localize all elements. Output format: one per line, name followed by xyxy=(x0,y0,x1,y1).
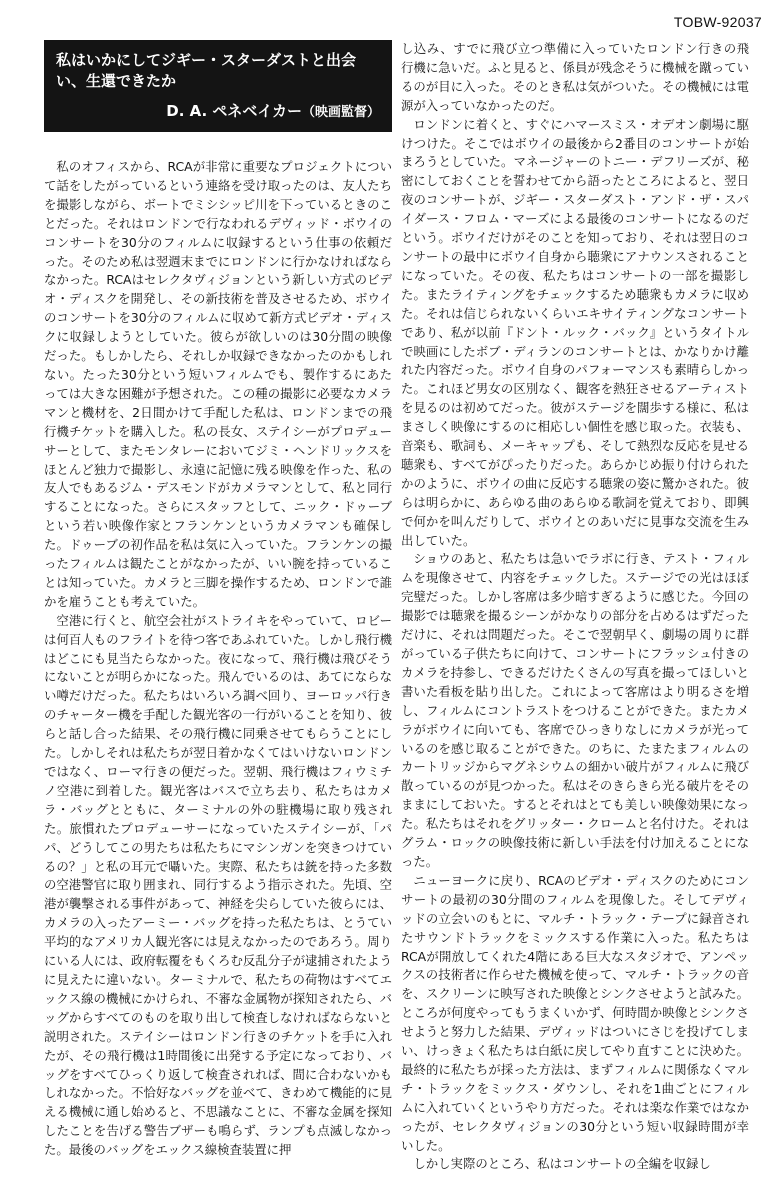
author-name: D. A. ペネベイカー xyxy=(166,102,302,120)
paragraph: 空港に行くと、航空会社がストライキをやっていて、ロビーは何百人ものフライトを待つ客であふれていた。しかし飛行機はどこにも見当たらなかった。夜になって、飛行機は飛びそうにないことが明らかになった。飛んでいるのは、あてにならない噂だけだった。私たちはいろいろ調べ回り、ヨーロッパ行きのチャーター機を手配した観光客の一行がいることを知り、彼らと話し合った結果、その飛行機に同乗させてもらうことにした。しかしそれは私たちが翌日着かなくてはいけないロンドンではなく、ローマ行きの便だった。翌朝、飛行機はフィウミチノ空港に到着した。観光客はバスで立ち去り、私たちはカメラ・バッグとともに、ターミナルの外の駐機場に取り残された。旅慣れたプロデューサーになっていたステイシーが、「パパ、どうしてこの男たちは私たちにマシンガンを突きつけているの？」と私の耳元で囁いた。実際、私たちは銃を持った多数の空港警官に取り囲まれ、同行するよう指示された。先頃、空港が襲撃される事件があって、神経を尖らしていた彼らには、カメラの入ったアーミー・バッグを持った私たちは、とうてい平均的なアメリカ人観光客には見えなかったのであろう。周りにいる人には、政府転覆をもくろむ反乱分子が逮捕されたように見えたに違いない。ターミナルで、私たちの荷物はすべてエックス線の機械にかけられ、不審な金属物が探知されたら、バッグからすべてのものを取り出して検査しなければならないと説明された。ステイシーはロンドン行きのチケットを手に入れたが、その飛行機は1時間後に出発する予定になっており、バッグをすべてひっくり返して検査されれば、間に合わないかもしれなかった。不恰好なバッグを並べて、きわめて機能的に見える機械に通し始めると、不思議なことに、不審な金属を探知したことを告げる警告ブザーも鳴らず、ランプも点滅しなかった。最後のバッグをエックス線検査装置に押 xyxy=(44,612,392,1158)
author-line xyxy=(56,100,380,124)
paragraph-continued: し込み、すでに飛び立つ準備に入っていたロンドン行きの飛行機に急いだ。ふと見ると、係員が残念そうに機械を蹴っているのが目に入った。そのとき私は気がついた。その機械には電源が入っていなかったのだ。 xyxy=(401,41,749,113)
title-box xyxy=(44,40,392,132)
paragraph: ショウのあと、私たちは急いでラボに行き、テスト・フィルムを現像させて、内容をチェックした。ステージでの光はほぼ完璧だった。しかし客席は多少暗すぎるように感じた。今回の撮影では聴衆を撮るシーンがかなりの部分を占めるはずだっただけに、それは問題だった。そこで翌朝早く、劇場の周りに群がっている子供たちに向けて、コンサートにフラッシュ付きのカメラを持参し、できるだけたくさんの写真を撮ってほしいと書いた看板を貼り出した。これによって客席はより明るさを増し、フィルムにコントラストをつけることができた。またカメラがボウイに向いても、客席でひっきりなしにカメラが光っているのを感じ取ることができた。のちに、たまたまフィルムのカートリッジからマグネシウムの細かい破片がフィルムに飛び散っているのが見つかった。私はそのきらきら光る破片をそのままにしておいた。するとそれはとても美しい映像効果になった。私たちはそれをグリッター・クロームと名付けた。それはグラム・ロックの映像技術に新しい手法を付け加えることになった。 xyxy=(401,551,749,869)
article-title: 私はいかにしてジギー・スターダストと出会い、生還できたか xyxy=(56,51,357,90)
author-role: （映画監督） xyxy=(301,105,380,120)
right-column xyxy=(401,40,749,1174)
paragraph: 私のオフィスから、RCAが非常に重要なプロジェクトについて話をしたがっているという連絡を受け取ったのは、友人たちを撮影しながら、ボートでミシシッピ川を下っているときのことだった。それはロンドンで行なわれるデヴィッド・ボウイのコンサートを30分のフィルムに収録するという仕事の依頼だった。そのため私は翌週末までにロンドンに行かなければならなかった。RCAはセレクタヴィジョンという新しい方式のビデオ・ディスクを開発し、その新技術を普及させるため、ボウイのコンサートを30分のフィルムに収めて新方式ビデオ・ディスクに収録しようとしていた。彼らが欲しいのは30分間の映像だった。もしかしたら、それしか収録できなかったのかもしれない。たった30分という短いフィルムでも、製作するにあたっては大きな困難が予想された。この種の撮影に必要なカメラマンと機材を、2日間かけて手配した私は、ロンドンまでの飛行機チケットを購入した。私の長女、ステイシーがプロデューサーとして、またモンタレーにおいてジミ・ヘンドリックスをほとんど独力で撮影し、永遠に記憶に残る映像を作った、私の友人でもあるジム・デスモンドがカメラマンとして、私と同行することになった。さらにスタッフとして、ニック・ドゥーブという若い映像作家とフランケンというカメラマンも確保した。ドゥーブの初作品を私は気に入っていた。フランケンの撮ったフィルムは観たことがなかったが、いい腕を持っていることは知っていた。カメラと三脚を操作するため、ロンドンで誰かを雇うことも考えていた。 xyxy=(44,159,392,609)
right-body-text xyxy=(401,40,749,1174)
left-body-text xyxy=(44,158,392,1160)
paragraph: ロンドンに着くと、すぐにハマースミス・オデオン劇場に駆けつけた。そこではボウイの最後から2番目のコンサートが始まろうとしていた。マネージャーのトニー・デフリーズが、秘密にしておくことを誓わせてから語ったところによると、翌日夜のコンサートが、ジギー・スターダスト・アンド・ザ・スパイダース・フロム・マーズによる最後のコンサートになるのだという。ボウイだけがそのことを知っており、それは翌日のコンサートの最中にボウイ自身から聴衆にアナウンスされることになっていた。その夜、私たちはコンサートの一部を撮影した。またライティングをチェックするため聴衆もカメラに収めた。それは信じられないくらいエキサイティングなコンサートであり、私が以前『ドント・ルック・バック』というタイトルで映画にしたボブ・ディランのコンサートとは、かなりかけ離れた内容だった。ボウイ自身のパフォーマンスも素晴らしかった。これほど男女の区別なく、観客を熱狂させるアーティストを見るのは初めてだった。彼がステージを闊歩する様に、私はまさしく映像にするのに相応しい個性を感じ取った。衣装も、音楽も、歌詞も、メーキャップも、そして熱烈な反応を見せる聴衆も、すべてがぴったりだった。あらかじめ振り付けられたかのように、ボウイの曲に反応する聴衆の姿に驚かされた。彼らは明らかに、あらゆる曲のあらゆる歌詞を覚えており、即興で何かを叫んだりして、ボウイとのあいだに見事な交流を生み出していた。 xyxy=(401,116,749,548)
left-column xyxy=(44,40,392,1160)
catalog-number: TOBW-92037 xyxy=(673,14,762,30)
paragraph: しかし実際のところ、私はコンサートの全編を収録し xyxy=(413,1156,711,1172)
paragraph: ニューヨークに戻り、RCAのビデオ・ディスクのためにコンサートの最初の30分間のフィルムを現像した。そしてデヴィッドの立会いのもとに、マルチ・トラック・テープに録音されたサウンドトラックをミックスする作業に入った。私たちはRCAが開放してくれた4階にある巨大なスタジオで、アンペックスの技術者に作らせた機械を使って、マルチ・トラックの音を、スクリーンに映写された映像とシンクさせようと試みた。ところが何度やってもうまくいかず、何時間か映像とシンクさせようと努力した結果、デヴィッドはついにさじを投げてしまい、けっきょく私たちは白紙に戻してやり直すことに決めた。最終的に私たちが採った方法は、まずフィルムに関係なくマルチ・トラックをミックス・ダウンし、それを1曲ごとにフィルムに入れていくというやり方だった。それは楽な作業ではなかったが、セレクタヴィジョンの30分という短い収録時間が幸いした。 xyxy=(401,872,749,1153)
